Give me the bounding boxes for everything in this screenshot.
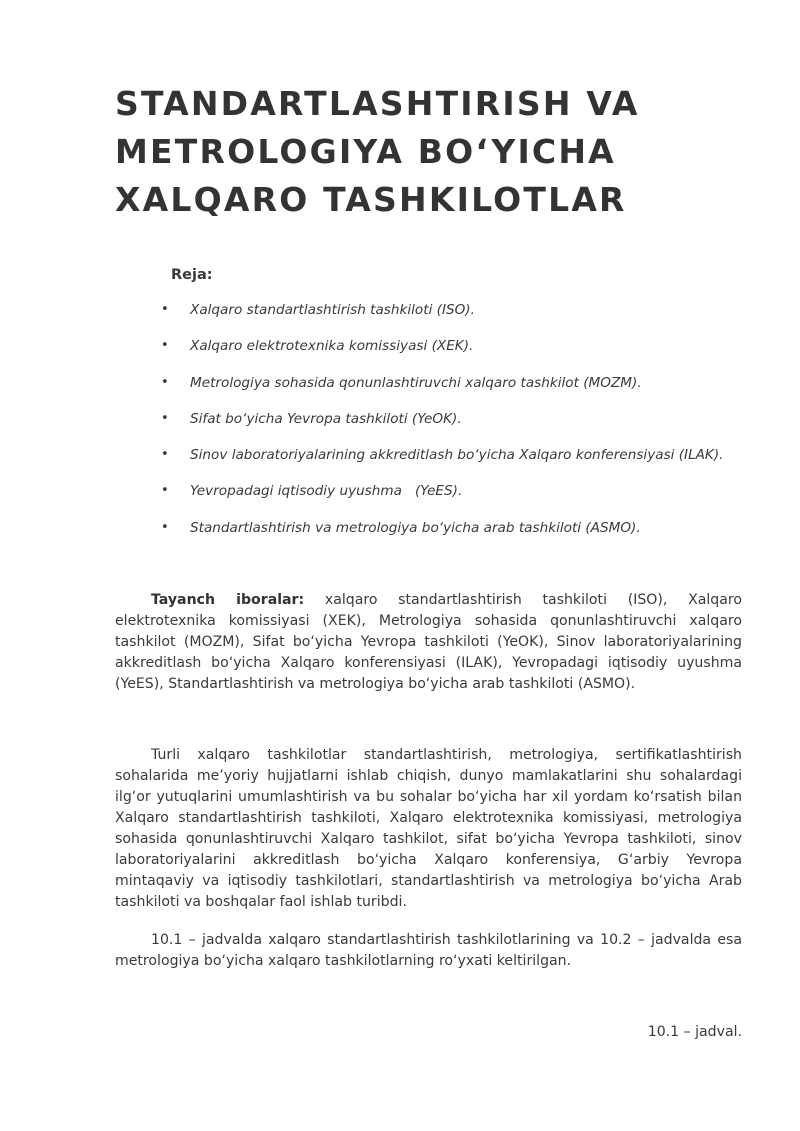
plan-item xyxy=(160,409,760,445)
keywords-text: xalqaro standartlashtirish tashkiloti (ISO), Xalqaro elektrotexnika komissiyasi (XEK), Metrologiya sohasida qonunlashtiruvchi xalqaro tashkilot (MOZM), Sifat bo‘yicha Yevropa tashkiloti (YeOK), Sinov laboratoriyalarining akkreditlash bo‘yicha Xalqaro konferensiyasi (ILAK), Yevropadagi iqtisodiy uyushma (YeES), Standartlashtirish va metrologiya bo‘yicha arab tashkiloti (ASMO). xyxy=(115,592,742,692)
title-line-3: XALQARO TASHKILOTLAR xyxy=(115,180,627,219)
plan-item-text: Standartlashtirish va metrologiya bo‘yicha arab tashkiloti (ASMO). xyxy=(190,519,641,536)
plan-item xyxy=(160,481,760,517)
bullet-icon: • xyxy=(161,410,169,426)
bullet-icon: • xyxy=(161,374,169,390)
plan-item xyxy=(160,373,760,409)
plan-item-text: Metrologiya sohasida qonunlashtiruvchi xalqaro tashkilot (MOZM). xyxy=(190,374,642,391)
bullet-icon: • xyxy=(161,447,169,463)
plan-item-text: Yevropadagi iqtisodiy uyushma (YeES). xyxy=(190,483,463,500)
body-paragraph-2: 10.1 – jadvalda xalqaro standartlashtirish tashkilotlarining va 10.2 – jadvalda esa metrologiya bo‘yicha xalqaro tashkilotlarning ro‘yxati keltirilgan. xyxy=(115,932,742,969)
plan-label: Reja: xyxy=(171,267,213,283)
plan-item xyxy=(160,336,760,372)
plan-item xyxy=(160,445,760,481)
bullet-icon: • xyxy=(161,483,169,499)
plan-item xyxy=(160,300,760,336)
keywords-paragraph xyxy=(115,590,742,695)
table-caption: 10.1 – jadval. xyxy=(647,1024,742,1040)
bullet-icon: • xyxy=(161,338,169,354)
plan-item-text: Xalqaro elektrotexnika komissiyasi (XEK). xyxy=(190,338,474,355)
keywords-label: Tayanch iboralar: xyxy=(151,592,305,608)
plan-item-text: Sifat bo‘yicha Yevropa tashkiloti (YeOK). xyxy=(190,410,462,427)
bullet-icon: • xyxy=(161,519,169,535)
body-paragraph-1: Turli xalqaro tashkilotlar standartlashtirish, metrologiya, sertifikatlashtirish sohalarida me’yoriy hujjatlarni ishlab chiqish, dunyo mamlakatlarini shu sohalardagi ilg‘or yutuqlarini umumlashtirish va bu sohalar bo‘yicha har xil yordam ko‘rsatish bilan Xalqaro standartlashtirish tashkiloti, Xalqaro elektrotexnika komissiyasi, metrologiya sohasida qonunlashtiruvchi Xalqaro tashkilot, sifat bo‘yicha Yevropa tashkiloti, sinov laboratoriyalarini akkreditlash bo‘yicha Xalqaro konferensiya, G‘arbiy Yevropa mintaqaviy va iqtisodiy tashkilotlari, standartlashtirish va metrologiya bo‘yicha Arab tashkiloti va boshqalar faol ishlab turibdi. xyxy=(115,747,742,910)
plan-list xyxy=(160,300,760,554)
plan-item-text: Sinov laboratoriyalarining akkreditlash bo‘yicha Xalqaro konferensiyasi (ILAK). xyxy=(190,447,724,464)
title-line-1: STANDARTLASHTIRISH VA xyxy=(115,84,640,123)
bullet-icon: • xyxy=(161,302,169,317)
title-line-2: METROLOGIYA BO‘YICHA xyxy=(115,132,616,171)
plan-item xyxy=(160,518,760,554)
plan-item-text: Xalqaro standartlashtirish tashkiloti (ISO). xyxy=(190,302,475,318)
page-title xyxy=(115,80,755,224)
